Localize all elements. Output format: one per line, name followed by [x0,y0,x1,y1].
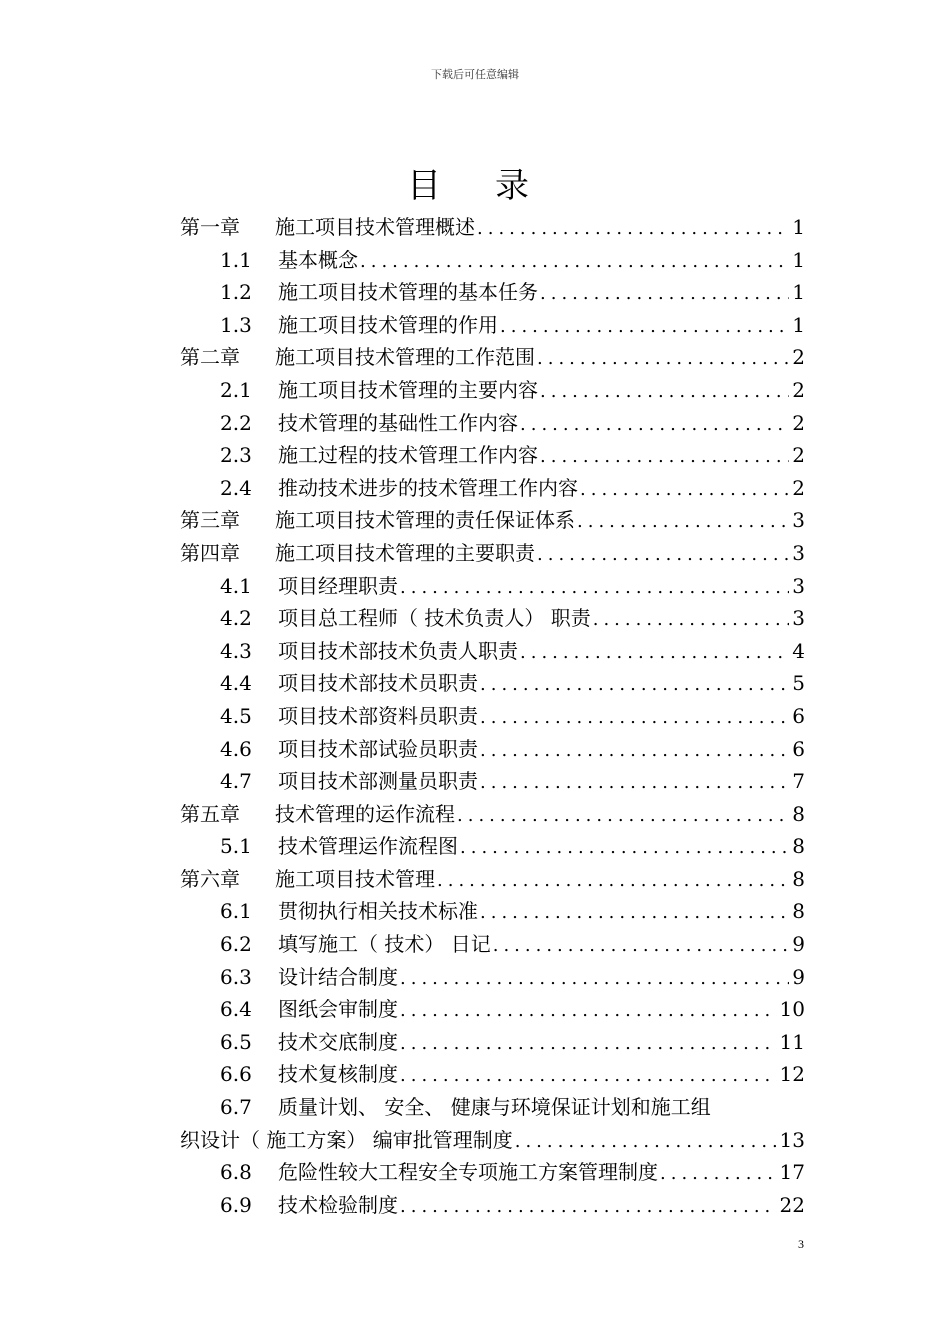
toc-title: 目录 [407,166,583,206]
toc-entry-text: 施工项目技术管理的主要内容 [278,377,538,402]
toc-entry-page: 2 [792,345,805,370]
toc-entry-text: 项目技术部技术负责人职责 [278,638,518,663]
dot-leader [400,995,777,1026]
toc-entry-text: 技术管理运作流程图 [278,834,458,859]
dot-leader [480,702,789,733]
dot-leader [515,1126,777,1157]
toc-entry-chapter[interactable] [180,863,805,896]
dot-leader [437,865,789,896]
dot-leader [540,441,789,472]
toc-entry-text: 施工项目技术管理的责任保证体系 [275,508,575,533]
toc-entries [180,211,805,1091]
dot-leader [360,246,789,277]
dot-leader [540,278,789,309]
toc-entry-number: 1.1 [220,247,252,272]
toc-entry-text: 推动技术进步的技术管理工作内容 [278,475,578,500]
toc-entry-number: 6.9 [220,1192,252,1217]
toc-entry-number: 第一章 [180,215,240,239]
toc-entry-text: 项目技术部资料员职责 [278,703,478,728]
dot-leader [400,1191,777,1222]
toc-entry-page: 4 [792,638,805,663]
toc-entry-page: 3 [792,573,805,598]
toc-entry-text: 施工项目技术管理的主要职责 [275,540,535,565]
toc-entry-page: 9 [792,964,805,989]
dot-leader [540,376,789,407]
toc-entry-text: 技术管理的运作流程 [275,801,455,826]
toc-entry-page: 6 [792,703,805,728]
toc-entry-page: 10 [779,997,805,1022]
toc-entry-chapter[interactable] [180,798,805,831]
toc-entry-number: 4.2 [220,606,252,631]
toc-entry-number: 6.1 [220,899,252,924]
toc-entry-text: 施工过程的技术管理工作内容 [278,443,538,468]
toc-entry-number: 6.4 [220,997,252,1022]
toc-entry-number: 第四章 [180,540,240,565]
toc-entry-section[interactable] [180,1189,805,1222]
dot-leader [537,343,789,374]
dot-leader [520,637,789,668]
toc-entry-page: 6 [792,736,805,761]
toc-entry-number: 6.7 [220,1095,252,1120]
dot-leader [660,1158,777,1189]
toc-entry-text: 填写施工（ 技术） 日记 [278,932,491,957]
toc-entry-page: 8 [792,834,805,859]
toc-entry-section[interactable] [180,733,805,766]
dot-leader [400,1060,777,1091]
toc-entry-section[interactable] [180,993,805,1026]
toc-entry-page: 1 [792,215,805,239]
toc-entry-text: 技术管理的基础性工作内容 [278,410,518,435]
toc-entry-section[interactable] [180,374,805,407]
toc-entry-page: 13 [779,1127,805,1152]
dot-leader [460,832,789,863]
toc-entry-number: 5.1 [220,834,252,859]
toc-list [180,211,805,1221]
toc-entry-section[interactable] [180,1026,805,1059]
dot-leader [480,735,789,766]
dot-leader [493,930,790,961]
toc-entry-text: 织设计（ 施工方案） 编审批管理制度 [180,1127,513,1152]
toc-entry-number: 第二章 [180,345,240,370]
toc-entry-section[interactable] [180,961,805,994]
toc-entry-page: 12 [779,1062,805,1087]
toc-entry-text: 技术交底制度 [278,1029,398,1054]
toc-entry-page: 1 [792,280,805,305]
toc-entry-page: 2 [792,475,805,500]
toc-entry-section[interactable] [180,407,805,440]
dot-leader [520,409,789,440]
toc-entry-page: 7 [792,769,805,794]
toc-entry-section[interactable] [180,309,805,342]
toc-entry-number: 6.6 [220,1062,252,1087]
toc-entry-text: 贯彻执行相关技术标准 [278,899,478,924]
toc-entry-text: 项目技术部测量员职责 [278,769,478,794]
dot-leader [537,539,789,570]
toc-entry-text: 技术复核制度 [278,1062,398,1087]
toc-entry-number: 4.5 [220,703,252,728]
toc-entry-section[interactable] [180,439,805,472]
toc-entry-section[interactable] [180,1156,805,1189]
dot-leader [457,800,789,831]
page-number: 3 [798,1237,804,1251]
toc-entry-page: 8 [792,801,805,826]
dot-leader [400,963,789,994]
toc-entry-text: 施工项目技术管理的作用 [278,312,498,337]
toc-entry-number: 2.1 [220,377,252,402]
toc-entry-page: 3 [792,540,805,565]
dot-leader [400,1028,777,1059]
toc-entry-section[interactable] [180,1058,805,1091]
toc-entry-section[interactable] [180,635,805,668]
toc-entry-wrapped-line1[interactable] [180,1091,805,1124]
toc-entry-section[interactable] [180,667,805,700]
toc-entry-number: 6.8 [220,1160,252,1185]
toc-entry-wrapped-line2[interactable] [180,1124,805,1157]
toc-entry-number: 第三章 [180,508,240,533]
toc-entry-number: 6.2 [220,932,252,957]
toc-entry-page: 5 [792,671,805,696]
toc-entry-number: 6.3 [220,964,252,989]
toc-entry-section[interactable] [180,244,805,277]
dot-leader [480,767,789,798]
toc-entry-page: 2 [792,443,805,468]
toc-entry-section[interactable] [180,570,805,603]
toc-entry-number: 4.3 [220,638,252,663]
toc-entry-text: 施工项目技术管理的基本任务 [278,280,538,305]
toc-entry-number: 2.3 [220,443,252,468]
toc-entry-text: 项目技术部试验员职责 [278,736,478,761]
toc-entry-page: 2 [792,410,805,435]
dot-leader [580,474,789,505]
toc-entry-number: 4.4 [220,671,252,696]
dot-leader [593,604,790,635]
toc-entry-section[interactable] [180,700,805,733]
toc-entry-page: 9 [792,932,805,957]
dot-leader [577,506,789,537]
toc-entry-section[interactable] [180,928,805,961]
toc-entry-page: 17 [779,1160,805,1185]
toc-entries-tail [180,1156,805,1221]
toc-entry-text: 项目技术部技术员职责 [278,671,478,696]
toc-entry-page: 3 [792,606,805,631]
toc-entry-section[interactable] [180,276,805,309]
toc-entry-text: 技术检验制度 [278,1192,398,1217]
toc-entry-page: 22 [779,1192,805,1217]
toc-entry-chapter[interactable] [180,537,805,570]
toc-entry-number: 第六章 [180,866,240,891]
toc-entry-page: 8 [792,866,805,891]
toc-entry-text: 施工项目技术管理概述 [275,215,475,239]
toc-entry-chapter[interactable] [180,211,805,244]
toc-entry-page: 1 [792,312,805,337]
dot-leader [480,669,789,700]
toc-entry-number: 2.2 [220,410,252,435]
toc-entry-page: 8 [792,899,805,924]
toc-entry-text: 质量计划、 安全、 健康与环境保证计划和施工组 [278,1095,711,1120]
toc-entry-text: 项目总工程师（ 技术负责人） 职责 [278,606,591,631]
toc-entry-chapter[interactable] [180,504,805,537]
toc-entry-number: 4.6 [220,736,252,761]
dot-leader [480,897,789,928]
dot-leader [500,311,789,342]
toc-entry-text: 项目经理职责 [278,573,398,598]
toc-entry-section[interactable] [180,602,805,635]
toc-entry-section[interactable] [180,472,805,505]
toc-entry-page: 11 [779,1029,805,1054]
toc-entry-number: 1.3 [220,312,252,337]
toc-entry-page: 1 [792,247,805,272]
toc-entry-number: 1.2 [220,280,252,305]
toc-entry-text: 施工项目技术管理的工作范围 [275,345,535,370]
toc-entry-section[interactable] [180,830,805,863]
toc-entry-text: 图纸会审制度 [278,997,398,1022]
toc-entry-number: 4.1 [220,573,252,598]
dot-leader [477,213,789,244]
toc-entry-text: 设计结合制度 [278,964,398,989]
toc-entry-chapter[interactable] [180,341,805,374]
toc-entry-text: 施工项目技术管理 [275,866,435,891]
dot-leader [400,572,789,603]
header-note: 下载后可任意编辑 [431,68,519,81]
toc-entry-number: 第五章 [180,801,240,826]
toc-entry-number: 4.7 [220,769,252,794]
toc-entry-number: 2.4 [220,475,252,500]
toc-entry-page: 2 [792,377,805,402]
toc-entry-text: 危险性较大工程安全专项施工方案管理制度 [278,1160,658,1185]
toc-entry-section[interactable] [180,765,805,798]
toc-entry-page: 3 [792,508,805,533]
toc-entry-text: 基本概念 [278,247,358,272]
toc-entry-section[interactable] [180,895,805,928]
toc-entry-number: 6.5 [220,1029,252,1054]
